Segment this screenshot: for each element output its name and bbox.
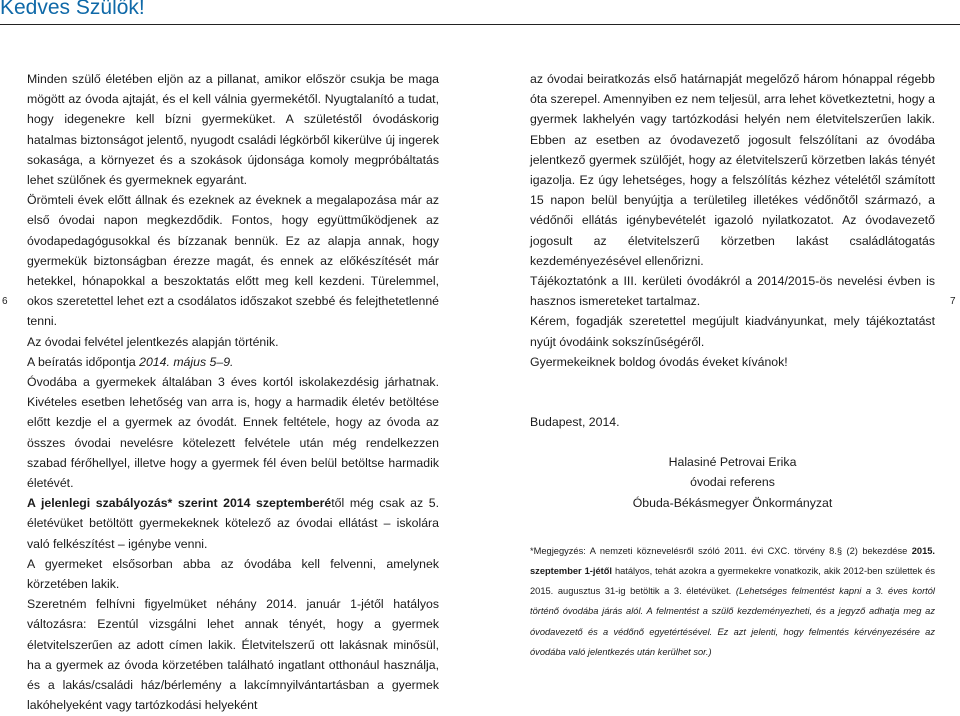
enrollment-date: 2014. május 5–9.: [139, 354, 234, 369]
signature-title: óvodai referens: [690, 475, 775, 490]
header-divider: [0, 24, 960, 25]
paragraph-district: A gyermeket elsősorban abba az óvodába kell felvenni, amelynek körzetében lakik.: [27, 556, 439, 592]
place-date: Budapest, 2014.: [530, 415, 620, 430]
page-number-right: 7: [950, 296, 956, 307]
regulation-bold: A jelenlegi szabályozás* szerint 2014 szeptemberé: [27, 496, 332, 511]
footnote-text-2: hatályos, tehát azokra a gyermekekre vonatkozik, akik 2012-ben születtek és 2015. augusztus 31-ig betöltik a 3. életévüket.: [530, 566, 935, 597]
page-title: Kedves Szülők!: [0, 0, 145, 19]
paragraph-changes: Szeretném felhívni figyelmüket néhány 2014. január 1-jétől hatályos változásra: Ezentúl vizsgálni lehet annak tényét, hogy a gyermek életvitelszerűen az adott címen lakik. Életvitelszerű ott lakásnak minősül, ha a gyermek az óvoda körzetében található ingatlant otthonául használja, és a lakás/családi ház/bérlemény a lakcímnyilvántartásban a gyermek lakóhelyeként vagy tartózkodási helyeként: [27, 597, 439, 713]
intro-paragraph: Minden szülő életében eljön az a pillanat, amikor először csukja be maga mögött az óvoda ajtaját, és el kell válnia gyermekétől. Nyugtalanító a tudat, hogy idegenekre kell bízni gyermeküket. A születéstől óvodáskorig hatalmas biztonságot jelentő, nyugodt családi légkörből kikerülve új ingerek sokasága, a környezet és a szokások újdonsága komoly megpróbáltatás lehet szülőnek és gyermeknek egyaránt.: [27, 72, 439, 188]
footnote-text: *Megjegyzés: A nemzeti köznevelésről szóló 2011. évi CXC. törvény 8.§ (2) bekezdése: [530, 545, 912, 556]
paragraph-enrollment-date: [27, 352, 439, 372]
right-column: [530, 69, 935, 662]
page-number-left: 6: [2, 296, 8, 307]
paragraph-age: Óvodába a gyermekek általában 3 éves kortól iskolakezdésig járhatnak. Kivételes esetben lehetőség van arra is, hogy a harmadik életév betöltése előtt kezdje el a gyermek az óvodát. Ennek feltétele, hogy az óvoda az összes óvodai nevelésre kötelezett felvétele után még rendelkezzen szabad férőhellyel, illetve hogy a gyermek fél éven belül betöltse harmadik életévét.: [27, 375, 439, 491]
left-column: [27, 69, 439, 716]
paragraph-residence: az óvodai beiratkozás első határnapját megelőző három hónappal régebb óta szerepel. Amennyiben ez nem teljesül, arra lehet következtetni, hogy a gyermek lakhelyén vagy tartózkodási helyén nem életvitelszerűen lakik. Ebben az esetben az óvodavezető jogosult felszólítani az óvodába jelentkező gyermek szülőjét, hogy az életvitelszerű körzetben lakás tényét igazolja. Ez úgy lehetséges, hogy a felszólítás kézhez vételétől számított 15 napon belül benyújtja a területileg illetékes védőnőtől származó, a védőnői ellátás igénybevételét igazoló nyilatkozatot. Az óvodavezető jogosult az életvitelszerű körzetben lakást családlátogatás kezdeményezésével ellenőrizni.: [530, 72, 935, 268]
paragraph-wishes: Gyermekeiknek boldog óvodás éveket kívánok!: [530, 354, 788, 369]
footnote-italic: (Lehetséges felmentést kapni a 3. éves kortól történő óvodába járás alól. A felmentést a szülő kezdeményezheti, és a jegyző adhatja meg az óvodavezető és a védőnő egyetértésével. Ez azt jelenti, hogy felmentés kérvényezésére az óvodába való jelentkezés után kerülhet sor.): [530, 586, 936, 657]
paragraph-regulation: [27, 493, 439, 554]
paragraph-welcome: Kérem, fogadják szeretettel megújult kiadványunkat, mely tájékoztatást nyújt óvodáink sokszínűségéről.: [530, 314, 935, 349]
footnote: [530, 541, 935, 662]
paragraph-guide: Tájékoztatónk a III. kerületi óvodákról a 2014/2015-ös nevelési évben is hasznos ismereteket tartalmaz.: [530, 274, 935, 309]
paragraph-early-years: Örömteli évek előtt állnak és ezeknek az éveknek a megalapozása már az első óvodai napon megkezdődik. Fontos, hogy együttműködjenek az óvodapedagógusokkal és bízzanak bennük. Ez az alapja annak, hogy gyermekük biztonságban érezze magát, és ennek az előkészítését már hetekkel, hónapokkal a beszoktatás előtt meg kell kezdeni. Türelemmel, okos szeretettel lehet ezt a csodálatos időszakot szebbé és felejthetetlenné tenni.: [27, 193, 439, 329]
enrollment-label: A beíratás időpontja: [27, 354, 140, 369]
regulation-text: től még csak az 5. életévüket betöltött gyermekeknek kötelező az óvodai ellátást – iskolára való felkészítést – igénybe venni.: [27, 496, 439, 551]
signature-name: Halasiné Petrovai Erika: [668, 455, 797, 470]
signature-org: Óbuda-Békásmegyer Önkormányzat: [632, 495, 833, 510]
paragraph-admission: Az óvodai felvétel jelentkezés alapján történik.: [27, 334, 279, 349]
footnote-bold: 2015. szeptember 1-jétől: [530, 545, 935, 577]
